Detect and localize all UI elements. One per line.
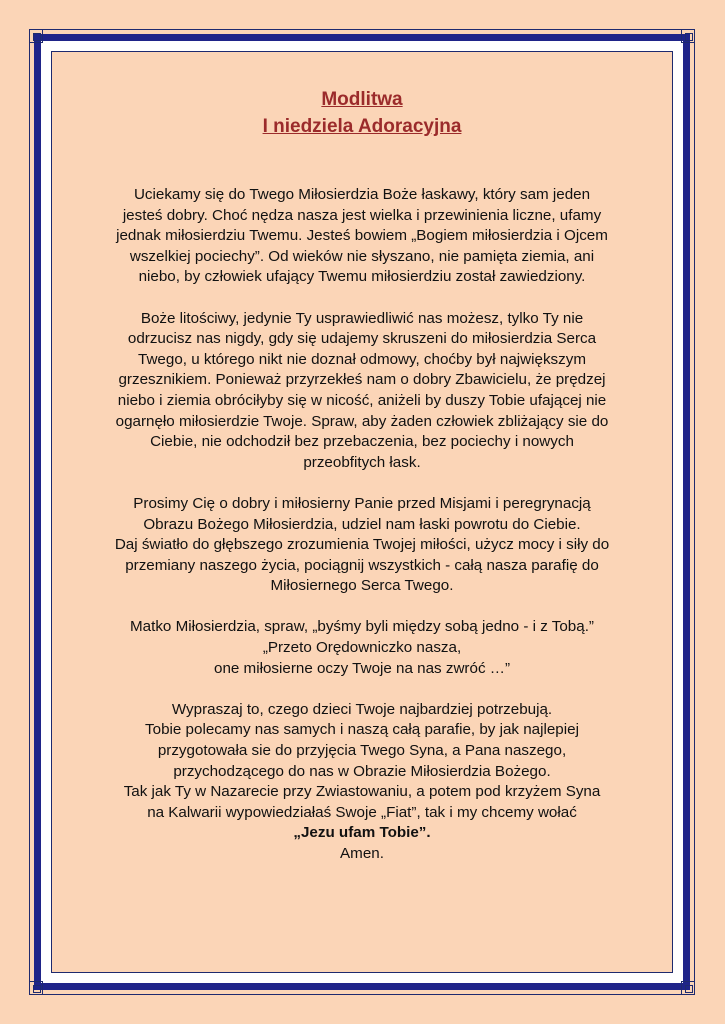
text-line: przychodzącego do nas w Obrazie Miłosierdzia Bożego.	[173, 762, 551, 780]
text-line: przygotowała sie do przyjęcia Twego Syna, a Pana naszego,	[157, 742, 567, 760]
border-corner-ornament	[29, 29, 43, 43]
text-line: niebo i ziemia obróciłyby się w nicość, aniżeli by duszy Tobie ufającej nie	[117, 391, 607, 409]
paragraph-5	[70, 700, 654, 865]
text-line: Uciekamy się do Twego Miłosierdzia Boże łaskawy, który sam jeden	[133, 186, 591, 203]
paragraph-4	[70, 617, 654, 679]
text-line: przeobfitych łask.	[303, 453, 421, 471]
text-line: one miłosierne oczy Twoje na nas zwróć …”	[214, 659, 510, 677]
text-line: przemiany naszego życia, pociągnij wszystkich - całą nasza parafię do	[125, 556, 599, 574]
text-line: ogarnęło miłosierdzie Twoje. Spraw, aby żaden człowiek zbliżający sie do	[115, 412, 609, 430]
text-line: Prosimy Cię o dobry i miłosierny Panie przed Misjami i peregrynacją	[133, 494, 591, 512]
paragraph-2	[70, 309, 654, 474]
border-corner-ornament	[681, 29, 695, 43]
text-line: Matko Miłosierdzia, spraw, „byśmy byli między sobą jedno - i z Tobą.”	[130, 618, 594, 636]
text-line: jesteś dobry. Choć nędza nasza jest wielka i przewinienia liczne, ufamy	[122, 206, 602, 224]
title-line-2: I niedziela Adoracyjna	[262, 116, 462, 137]
text-line: niebo, by człowiek ufający Twemu miłosierdziu został zawiedziony.	[138, 268, 586, 286]
paragraph-3	[70, 494, 654, 597]
text-line: grzesznikiem. Ponieważ przyrzekłeś nam o dobry Zbawicielu, że prędzej	[118, 371, 606, 389]
text-line: Miłosiernego Serca Twego.	[270, 577, 454, 595]
text-line: „Przeto Orędowniczko nasza,	[262, 639, 462, 657]
text-line: wszelkiej pociechy”. Od wieków nie słyszano, nie pamięta ziemia, ani	[129, 247, 595, 265]
text-line: Daj światło do głębszego zrozumienia Twojej miłości, użycz mocy i siły do	[114, 536, 610, 554]
text-line: odrzucisz nas nigdy, gdy się udajemy skruszeni do miłosierdzia Serca	[127, 330, 597, 348]
text-line: jednak miłosierdziu Twemu. Jesteś bowiem „Bogiem miłosierdzia i Ojcem	[116, 227, 608, 245]
prayer-content	[70, 86, 654, 885]
closing-emphasis: „Jezu ufam Tobie”.	[293, 824, 431, 842]
text-line: na Kalwarii wypowiedziałaś Swoje „Fiat”, tak i my chcemy wołać	[147, 803, 577, 821]
text-line: Ciebie, nie odchodził bez przebaczenia, bez pociechy i nowych	[150, 433, 574, 451]
text-line: Boże litościwy, jedynie Ty usprawiedliwić nas możesz, tylko Ty nie	[140, 309, 584, 327]
text-line: Twego, u którego nikt nie doznał odmowy, choćby był największym	[138, 350, 586, 368]
paragraph-1	[70, 185, 654, 288]
border-corner-ornament	[681, 981, 695, 995]
text-line: Tak jak Ty w Nazarecie przy Zwiastowaniu, a potem pod krzyżem Syna	[123, 783, 601, 801]
border-corner-ornament	[29, 981, 43, 995]
text-line: Wypraszaj to, czego dzieci Twoje najbardziej potrzebują.	[171, 700, 553, 718]
text-line: Tobie polecamy nas samych i naszą całą parafie, by jak najlepiej	[145, 721, 579, 739]
text-line: Obrazu Bożego Miłosierdzia, udziel nam łaski powrotu do Ciebie.	[143, 515, 581, 533]
title-line-1: Modlitwa	[321, 89, 403, 110]
closing-amen: Amen.	[340, 845, 384, 862]
